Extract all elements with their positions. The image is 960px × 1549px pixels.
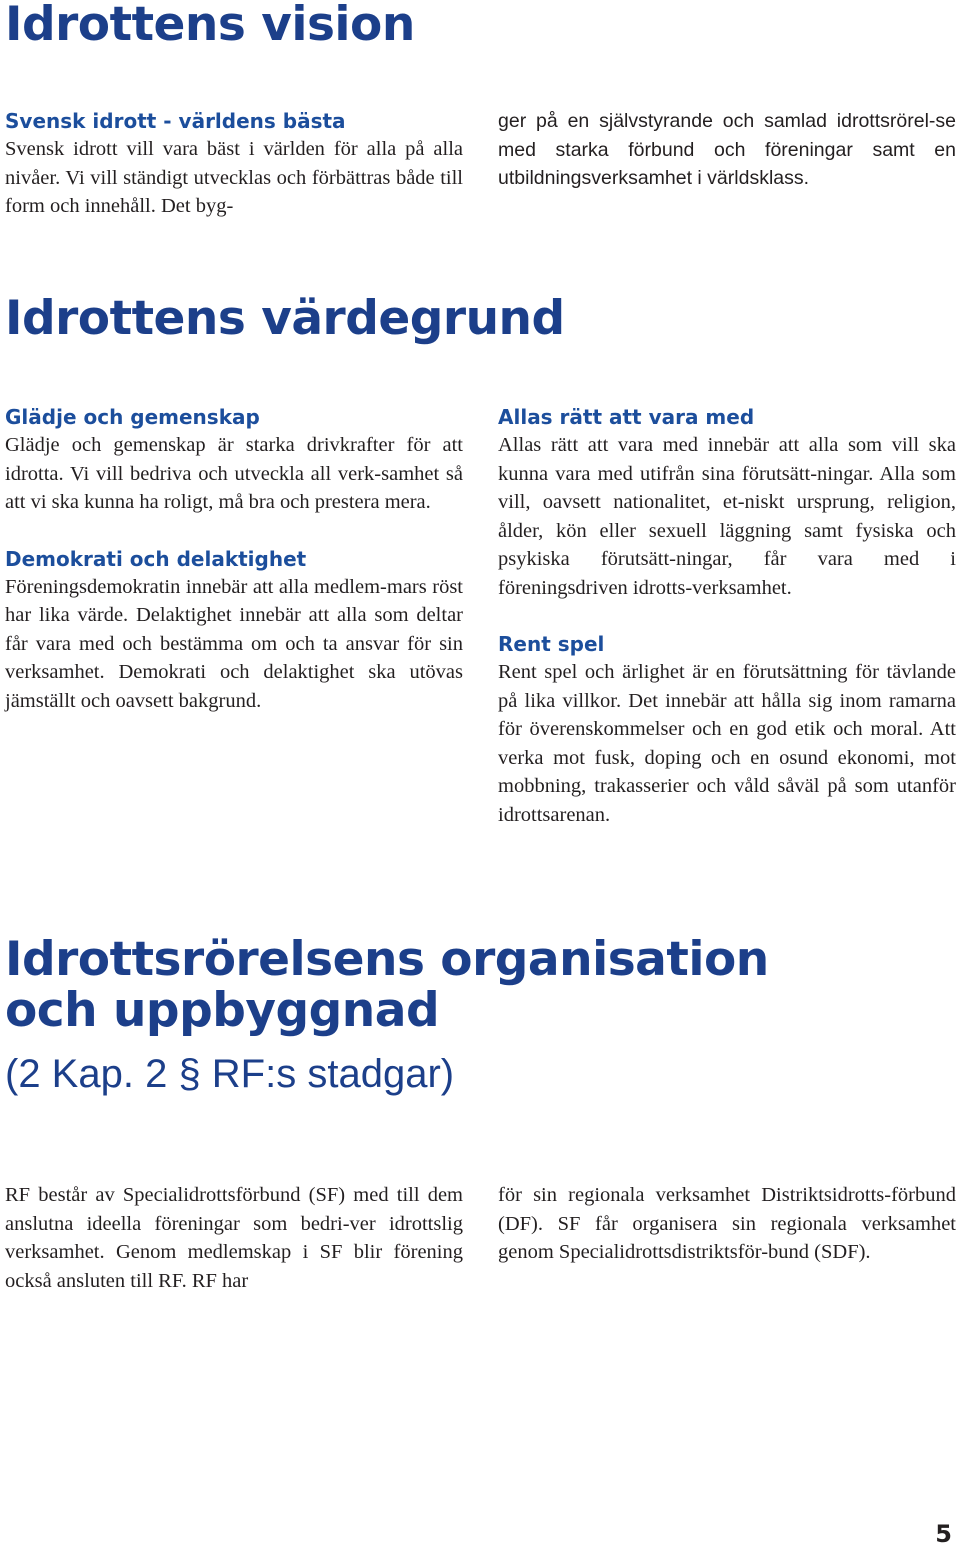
vision-text-right: ger på en självstyrande och samlad idrottsrörel-se med starka förbund och föreningar samt en utbildningsverksamhet i världsklass.	[498, 110, 956, 189]
section-text-demokrati: Föreningsdemokratin innebär att alla medlem-mars röst har lika värde. Delaktighet innebär att alla som deltar får vara med och bestämma om och ta ansvar för sin verksamhet. Demokrati och delaktighet ska utövas jämställt och oavsett bakgrund.	[5, 575, 463, 712]
section-heading-demokrati: Demokrati och delaktighet	[5, 546, 307, 571]
section-text-allas-ratt: Allas rätt att vara med innebär att alla som vill ska kunna vara med utifrån sina förutsätt-ningar. Alla som vill, oavsett nationalitet, et-niskt ursprung, religion, ålder, kön eller sexuell läggning samt fysiska och psykiska förutsätt-ningar, får vara med i föreningsdriven idrotts-verksamhet.	[498, 434, 956, 599]
vision-column-left	[5, 107, 463, 221]
organisation-subtitle: (2 Kap. 2 § RF:s stadgar)	[5, 1052, 455, 1096]
organisation-title-line2: och uppbyggnad	[5, 983, 440, 1038]
organisation-text-right: för sin regionala verksamhet Distriktsidrotts-förbund (DF). SF får organisera sin regionala verksamhet genom Specialidrottsdistriktsför-bund (SDF).	[498, 1184, 956, 1263]
organisation-text-left: RF består av Specialidrottsförbund (SF) med till dem anslutna ideella föreningar som bedri-ver idrottslig verksamhet. Genom medlemskap i SF blir förening också ansluten till RF. RF har	[5, 1184, 463, 1292]
vardegrund-column-left	[5, 403, 463, 715]
page-number: 5	[935, 1520, 952, 1548]
vision-text-left: Svensk idrott vill vara bäst i världen för alla på alla nivåer. Vi vill ständigt utvecklas och förbättras både till form och innehåll. Det byg-	[5, 138, 463, 217]
section-text-gladje: Glädje och gemenskap är starka drivkrafter för att idrotta. Vi vill bedriva och utveckla all verk-samhet så att vi ska kunna ha roligt, må bra och prestera mera.	[5, 434, 463, 513]
vision-column-right	[498, 107, 956, 193]
section-heading-allas-ratt: Allas rätt att vara med	[498, 405, 755, 429]
organisation-title-line1: Idrottsrörelsens organisation	[5, 932, 769, 987]
vardegrund-column-right	[498, 403, 956, 829]
organisation-column-left	[5, 1181, 463, 1295]
section-heading-rent-spel: Rent spel	[498, 632, 605, 656]
section-text-rent-spel: Rent spel och ärlighet är en förutsättning för tävlande på lika villkor. Det innebär att hålla sig inom ramarna för överenskommelser och en god etik och moral. Att verka mot fusk, doping och en osund ekonomi, mot mobbning, trakasserier och våld såväl på som utanför idrottsarenan.	[498, 661, 956, 826]
section-heading-gladje: Glädje och gemenskap	[5, 405, 260, 429]
vision-title: Idrottens vision	[5, 0, 415, 52]
vardegrund-title: Idrottens värdegrund	[5, 291, 565, 346]
organisation-column-right	[498, 1181, 956, 1267]
vision-subheading: Svensk idrott - världens bästa	[5, 109, 346, 133]
